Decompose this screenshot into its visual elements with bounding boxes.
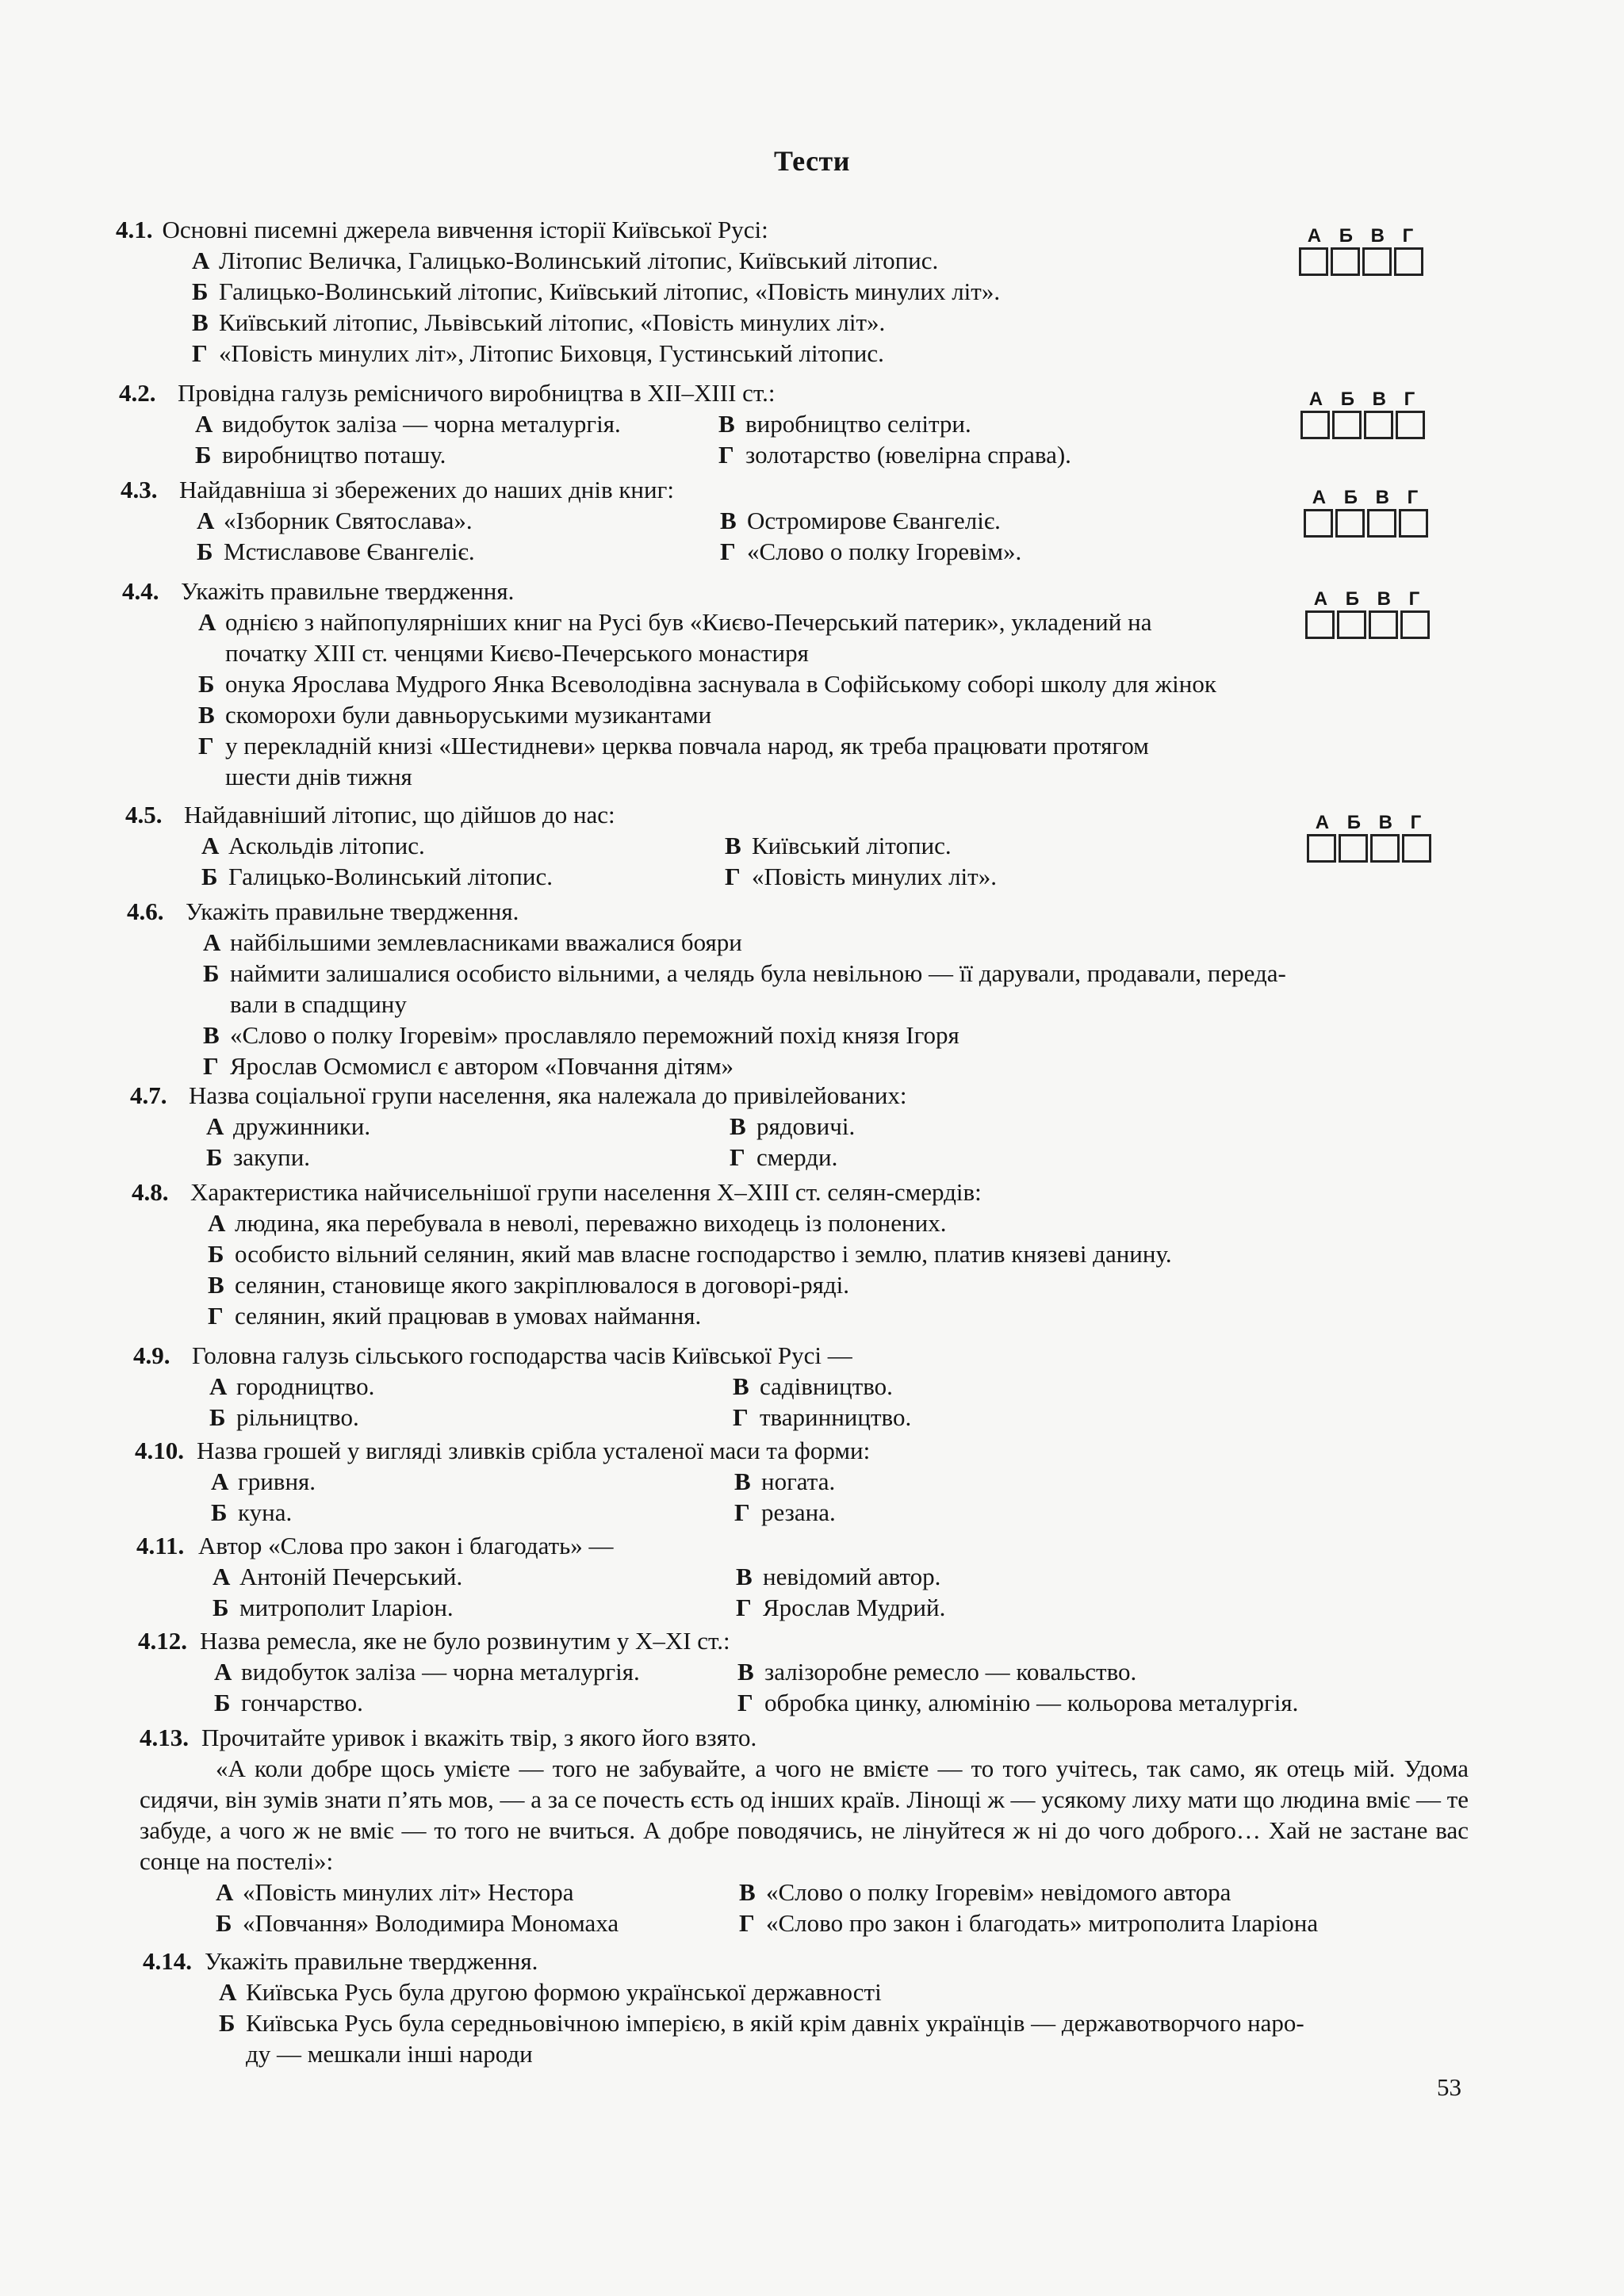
answer-box-g[interactable] [1394, 247, 1423, 276]
option-b: Б «Повчання» Володимира Мономаха [216, 1909, 619, 1937]
option-g: Г «Слово про закон і благодать» митрополита Іларіона [739, 1909, 1319, 1937]
answer-grid-4-1[interactable]: А Б В Г [1299, 225, 1426, 276]
option-g: Г селянин, який працював в умовах наймання. [208, 1302, 702, 1330]
answer-box-b[interactable] [1331, 247, 1360, 276]
page-title: Тести [774, 145, 850, 177]
option-b: Б митрополит Іларіон. [213, 1594, 454, 1621]
question-number: 4.10. [135, 1437, 184, 1464]
option-g: Г тваринництво. [733, 1403, 912, 1431]
question-4-4 [122, 576, 1296, 792]
quote-text: «А коли добре щось умієте — того не забувайте, а чого не вмієте — то того учітесь, так само, як отець мій. Удома сидячи, він зумів знати п’ять мов, — а за се почесть єсть од інших країв. Лінощі ж — усякому лиху мати що людина вміє — те забуде, а чого ж не вміє — то того не вчиться. А добре поводячись, не лінуйтеся ж ні до чого доброго… Хай не застане вас сонце на постелі»: [140, 1755, 1469, 1875]
option-a: А видобуток заліза — чорна металургія. [195, 410, 621, 438]
question-4-14 [143, 1946, 1443, 2069]
option-g: Г смерди. [730, 1143, 838, 1171]
answer-box-v[interactable] [1367, 509, 1396, 538]
option-v: В виробництво селітри. [718, 410, 971, 438]
answer-box-g[interactable] [1396, 411, 1425, 439]
option-b: Б рільництво. [209, 1403, 359, 1431]
answer-box-v[interactable] [1362, 247, 1392, 276]
option-a: А Літопис Величка, Галицько-Волинський літопис, Київський літопис. [192, 247, 939, 274]
answer-box-v[interactable] [1369, 610, 1398, 639]
question-number: 4.13. [140, 1724, 189, 1751]
option-a: А Антоній Печерський. [213, 1563, 463, 1590]
question-text: Характеристика найчисельнішої групи населення X–XIII ст. селян-смердів: [190, 1178, 982, 1206]
question-4-10 [135, 1435, 1308, 1528]
option-a: А «Ізборник Святослава». [197, 507, 473, 534]
option-g: Г золотарство (ювелірна справа). [718, 441, 1071, 469]
option-b: Б закупи. [206, 1143, 311, 1171]
question-number: 4.8. [132, 1178, 169, 1206]
question-4-11 [136, 1530, 1310, 1623]
question-4-3 [121, 474, 1294, 567]
answer-box-g[interactable] [1402, 834, 1431, 863]
page-number: 53 [1437, 2073, 1461, 2101]
option-g: Г Ярослав Мудрий. [736, 1594, 946, 1621]
question-4-7 [130, 1080, 1304, 1173]
answer-box-b[interactable] [1337, 610, 1366, 639]
question-number: 4.2. [119, 379, 156, 407]
question-number: 4.12. [138, 1627, 187, 1655]
answer-box-b[interactable] [1339, 834, 1368, 863]
option-g: Г у перекладній книзі «Шестидневи» церква повчала народ, як треба працювати протягом шести днів тижня [198, 732, 1149, 790]
option-v: В «Слово о полку Ігоревім» прославляло переможний похід князя Ігоря [203, 1021, 959, 1049]
answer-grid-4-3[interactable]: А Б В Г [1304, 487, 1431, 538]
answer-box-g[interactable] [1400, 610, 1430, 639]
option-b: Б виробництво поташу. [195, 441, 446, 469]
option-a: А «Повість минулих літ» Нестора [216, 1878, 574, 1906]
question-number: 4.7. [130, 1081, 167, 1109]
answer-box-g[interactable] [1399, 509, 1428, 538]
question-text: Головна галузь сільського господарства часів Київської Русі — [192, 1341, 852, 1369]
question-number: 4.14. [143, 1947, 192, 1975]
option-a: А найбільшими землевласниками вважалися бояри [203, 928, 742, 956]
question-text: Найдавніша зі збережених до наших днів книг: [179, 476, 674, 503]
answer-box-a[interactable] [1299, 247, 1328, 276]
option-b: Б куна. [211, 1498, 293, 1526]
answer-box-a[interactable] [1300, 411, 1330, 439]
option-v: В скоморохи були давньоруськими музикантами [198, 701, 712, 729]
question-number: 4.1. [116, 216, 153, 243]
option-a: А Аскольдів літопис. [201, 832, 425, 859]
answer-box-a[interactable] [1307, 834, 1336, 863]
option-b: Б Галицько-Волинський літопис, Київський літопис, «Повість минулих літ». [192, 277, 1001, 305]
question-number: 4.9. [133, 1341, 170, 1369]
answer-box-a[interactable] [1305, 610, 1335, 639]
option-b: Б гончарство. [214, 1689, 363, 1716]
question-text: Найдавніший літопис, що дійшов до нас: [184, 801, 615, 828]
question-text: Укажіть правильне твердження. [181, 577, 515, 605]
option-g: Г Ярослав Осмомисл є автором «Повчання дітям» [203, 1052, 734, 1080]
answer-box-b[interactable] [1332, 411, 1362, 439]
option-v: В Остромирове Євангеліє. [720, 507, 1001, 534]
question-text: Назва ремесла, яке не було розвинутим у X–XI ст.: [200, 1627, 730, 1655]
option-a: А Київська Русь була другою формою української державності [219, 1978, 882, 2006]
question-text: Укажіть правильне твердження. [205, 1947, 538, 1975]
option-g: Г «Повість минулих літ». [725, 863, 997, 890]
question-4-6 [127, 896, 1427, 1081]
question-4-8 [132, 1177, 1432, 1331]
option-g: Г «Слово о полку Ігоревім». [720, 538, 1022, 565]
option-a: А людина, яка перебувала в неволі, переважно виходець із полонених. [208, 1209, 947, 1237]
option-g: Г «Повість минулих літ», Літопис Биховця, Густинський літопис. [192, 339, 884, 367]
question-text: Назва грошей у вигляді зливків срібла усталеної маси та форми: [197, 1437, 871, 1464]
question-text: Основні писемні джерела вивчення історії Київської Русі: [162, 216, 768, 243]
option-b: Б Мстиславове Євангеліє. [197, 538, 475, 565]
option-v: В ногата. [734, 1468, 836, 1495]
option-v: В невідомий автор. [736, 1563, 941, 1590]
question-number: 4.3. [121, 476, 158, 503]
option-v: В Київський літопис. [725, 832, 952, 859]
option-b: Б наймити залишалися особисто вільними, а челядь була невільною — її дарували, продавали, переда- вали в спадщину [203, 959, 1286, 1018]
question-4-2 [119, 377, 1293, 470]
question-number: 4.5. [125, 801, 163, 828]
question-4-9 [133, 1340, 1307, 1433]
option-a: А дружинники. [206, 1112, 371, 1140]
option-b: Б онука Ярослава Мудрого Янка Всеволодівна заснувала в Софійському соборі школу для жінок [198, 670, 1216, 698]
answer-box-v[interactable] [1364, 411, 1393, 439]
question-4-12 [138, 1625, 1438, 1718]
option-v: В «Слово о полку Ігоревім» невідомого автора [739, 1878, 1231, 1906]
answer-box-a[interactable] [1304, 509, 1333, 538]
question-number: 4.4. [122, 577, 159, 605]
option-a: А гривня. [211, 1468, 316, 1495]
option-a: А городництво. [209, 1372, 375, 1400]
question-text: Прочитайте уривок і вкажіть твір, з якого його взято. [201, 1724, 757, 1751]
answer-grid-4-5[interactable]: А Б В Г [1307, 812, 1434, 863]
option-g: Г резана. [734, 1498, 836, 1526]
question-number: 4.11. [136, 1532, 185, 1559]
option-b: Б Галицько-Волинський літопис. [201, 863, 553, 890]
question-text: Назва соціальної групи населення, яка належала до привілейованих: [189, 1081, 907, 1109]
option-a: А однією з найпопулярніших книг на Русі був «Києво-Печерський патерик», укладений на початку XIII ст. ченцями Києво-Печерського монастиря [198, 608, 1152, 667]
question-text: Провідна галузь ремісничого виробництва в XII–XIII ст.: [178, 379, 776, 407]
option-b: Б особисто вільний селянин, який мав власне господарство і землю, платив князеві данину. [208, 1240, 1172, 1268]
question-text: Автор «Слова про закон і благодать» — [198, 1532, 614, 1559]
option-v: В залізоробне ремесло — ковальство. [737, 1658, 1137, 1686]
question-4-5 [125, 799, 1299, 892]
option-b: Б Київська Русь була середньовічною імперією, в якій крім давніх українців — державотворчого наро- ду — мешкали інші народи [219, 2009, 1304, 2068]
option-v: В рядовичі. [730, 1112, 856, 1140]
option-v: В селянин, становище якого закріплювалося в договорі-ряді. [208, 1271, 849, 1299]
option-g: Г обробка цинку, алюмінію — кольорова металургія. [737, 1689, 1299, 1716]
question-4-13 [140, 1722, 1469, 1938]
option-a: А видобуток заліза — чорна металургія. [214, 1658, 640, 1686]
answer-box-v[interactable] [1370, 834, 1400, 863]
answer-box-b[interactable] [1335, 509, 1365, 538]
answer-grid-4-2[interactable]: А Б В Г [1300, 388, 1427, 439]
answer-grid-4-4[interactable]: А Б В Г [1305, 588, 1432, 639]
question-number: 4.6. [127, 897, 164, 925]
question-4-1 [116, 214, 1289, 369]
option-v: В садівництво. [733, 1372, 893, 1400]
question-text: Укажіть правильне твердження. [186, 897, 519, 925]
option-v: В Київський літопис, Львівський літопис, «Повість минулих літ». [192, 308, 886, 336]
